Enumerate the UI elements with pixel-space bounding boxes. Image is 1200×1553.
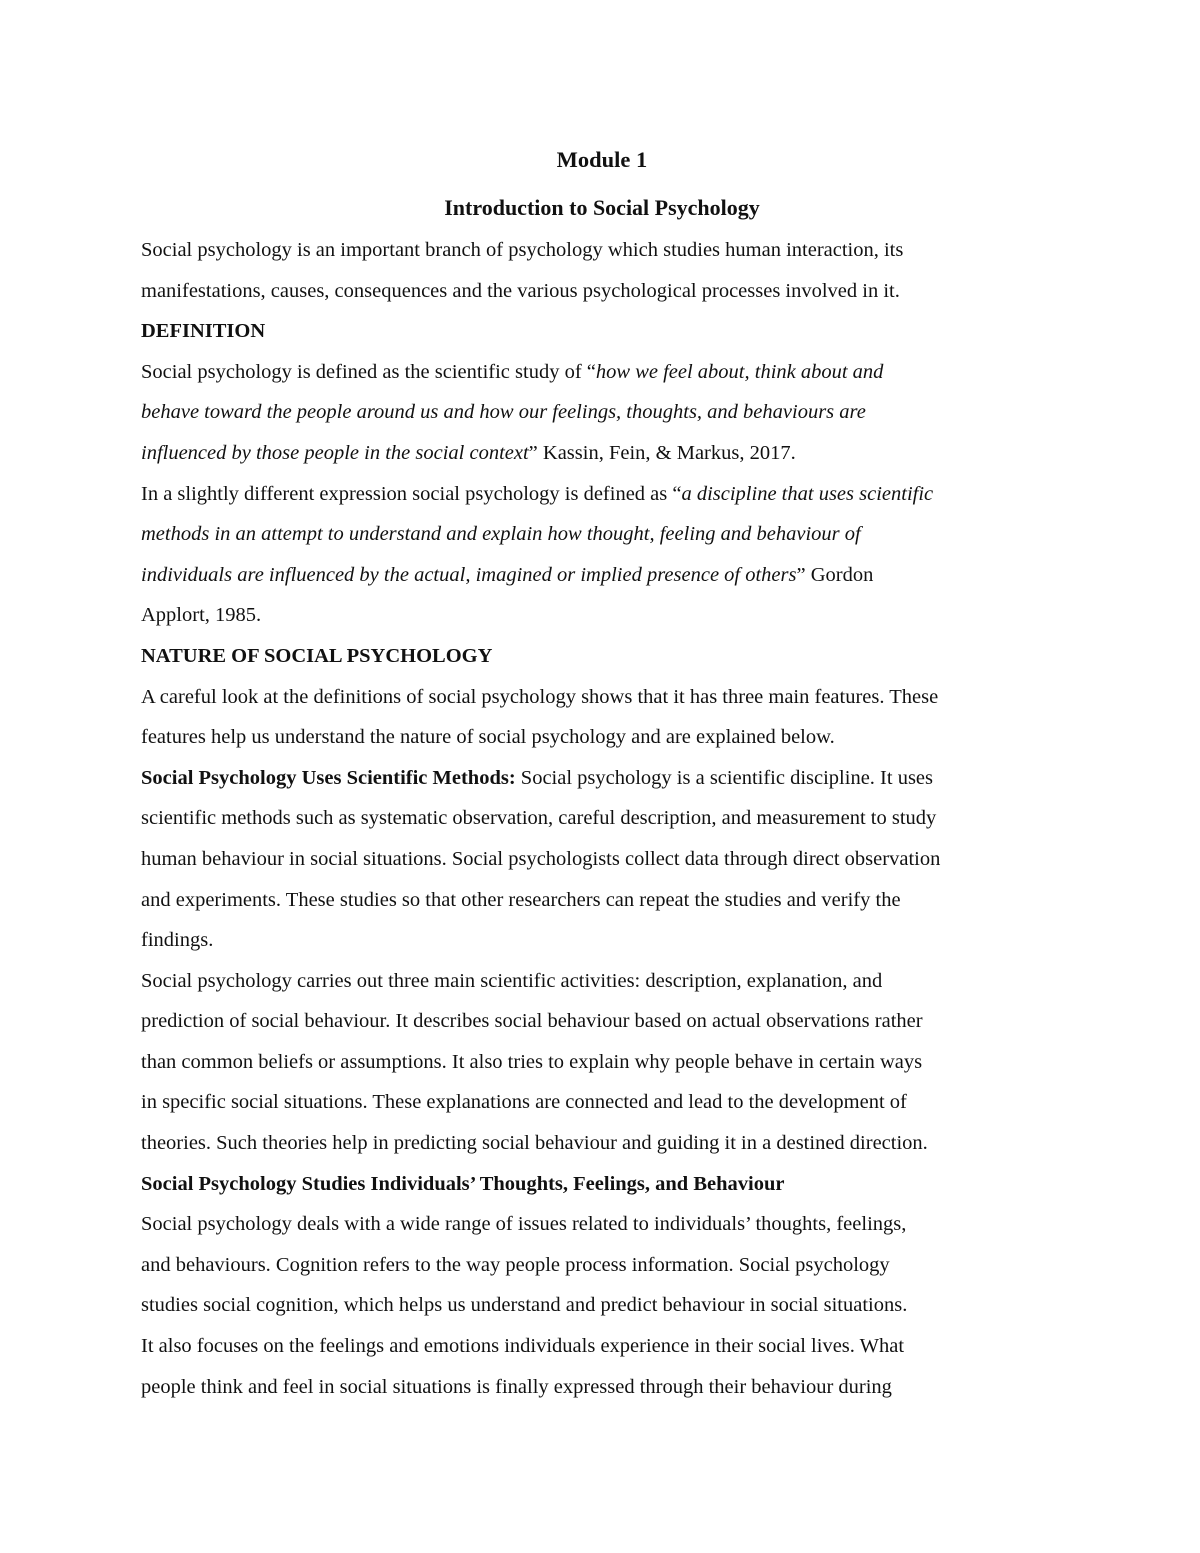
studies-paragraph [141,1204,1063,1407]
studies-heading: Social Psychology Studies Individuals’ Thoughts, Feelings, and Behaviour [141,1172,785,1195]
scientific-methods-paragraph [141,758,1063,961]
chapter-title: Introduction to Social Psychology [444,195,760,220]
activities-line-4: in specific social situations. These explanations are connected and lead to the development of [141,1091,907,1114]
def1-line1-quote: how we feel about, think about and [595,360,884,383]
definition-heading: DEFINITION [141,320,266,343]
scientific-line-2: scientific methods such as systematic observation, careful description, and measurement to study [141,807,937,830]
def1-line2-quote: behave toward the people around us and how our feelings, thoughts, and behaviours are [141,401,866,424]
activities-paragraph [141,961,1063,1164]
def2-line1-quote: a discipline that uses scientific [681,482,934,505]
studies-line-1: Social psychology deals with a wide range of issues related to individuals’ thoughts, feelings, [141,1213,907,1236]
def2-citation-part: ” Gordon [796,563,874,586]
def2-line3-quote: individuals are influenced by the actual, imagined or implied presence of others [141,563,797,586]
def2-citation-year: Applort, 1985. [141,604,262,627]
def1-citation: ” Kassin, Fein, & Markus, 2017. [528,441,796,464]
activities-line-5: theories. Such theories help in predicting social behaviour and guiding it in a destined direction. [141,1132,928,1155]
nature-paragraph [141,677,1063,758]
module-title: Module 1 [556,147,648,172]
studies-line-5: people think and feel in social situations is finally expressed through their behaviour during [141,1375,892,1398]
intro-line-1: Social psychology is an important branch of psychology which studies human interaction, its [141,239,904,261]
scientific-line-3: human behaviour in social situations. Social psychologists collect data through direct observation [141,847,941,870]
scientific-line-1: Social psychology is a scientific discipline. It uses [515,766,933,789]
intro-paragraph [141,230,1063,311]
def2-line1-text: In a slightly different expression social psychology is defined as “ [141,482,682,505]
studies-line-4: It also focuses on the feelings and emotions individuals experience in their social lives. What [141,1335,905,1358]
def1-line1-text: Social psychology is defined as the scientific study of “ [141,360,596,383]
nature-line-1: A careful look at the definitions of social psychology shows that it has three main features. These [141,685,939,708]
activities-line-3: than common beliefs or assumptions. It also tries to explain why people behave in certain ways [141,1050,923,1073]
document-body [141,140,1063,1407]
scientific-line-5: findings. [141,929,214,952]
definition-paragraph-1 [141,352,1063,474]
scientific-methods-heading: Social Psychology Uses Scientific Methods: [141,766,516,789]
scientific-line-4: and experiments. These studies so that other researchers can repeat the studies and verify the [141,888,901,911]
nature-line-2: features help us understand the nature of social psychology and are explained below. [141,726,835,749]
def2-line2-quote: methods in an attempt to understand and explain how thought, feeling and behaviour of [141,523,861,546]
nature-heading: NATURE OF SOCIAL PSYCHOLOGY [141,644,493,667]
def1-line3-quote: influenced by those people in the social context [141,441,529,464]
activities-line-2: prediction of social behaviour. It describes social behaviour based on actual observations rather [141,1010,923,1033]
activities-line-1: Social psychology carries out three main scientific activities: description, explanation, and [141,969,883,992]
studies-line-2: and behaviours. Cognition refers to the way people process information. Social psychology [141,1253,890,1276]
definition-paragraph-2 [141,474,1063,636]
intro-line-2: manifestations, causes, consequences and the various psychological processes involved in it. [141,279,900,302]
studies-line-3: studies social cognition, which helps us understand and predict behaviour in social situations. [141,1294,908,1317]
